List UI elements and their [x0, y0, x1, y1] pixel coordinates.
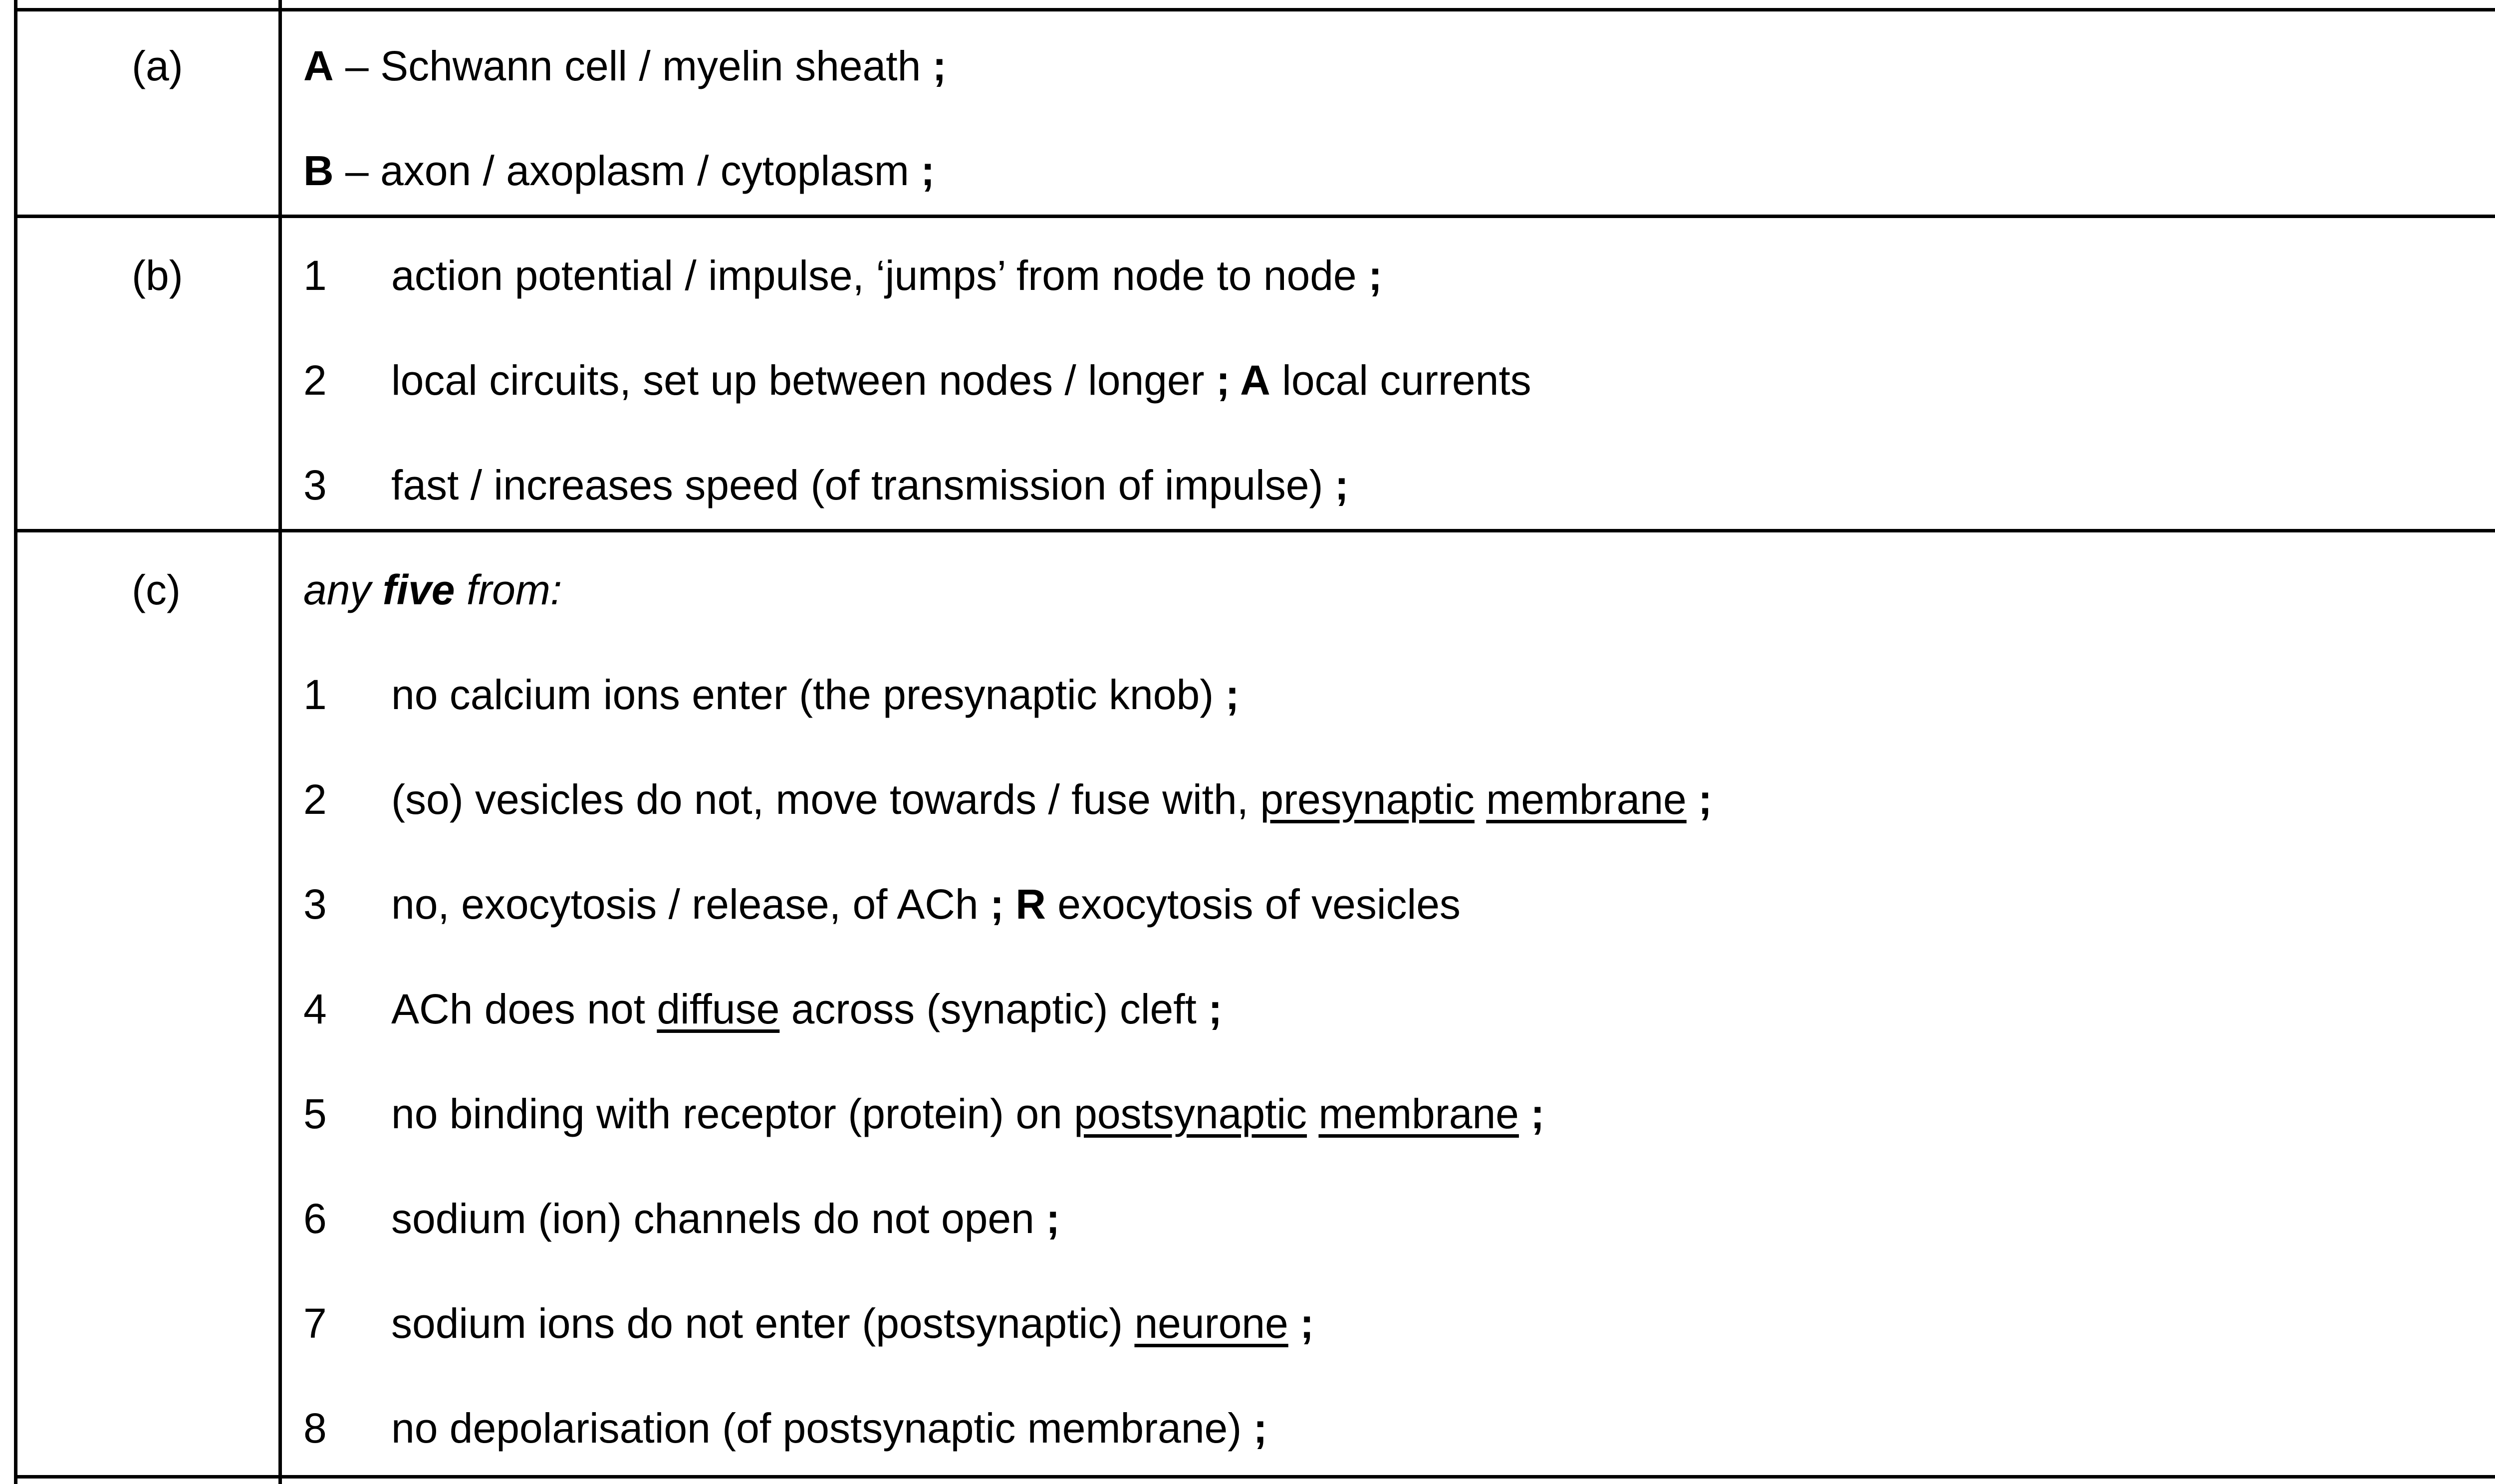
instruction-text: from: [455, 566, 562, 613]
space [1475, 776, 1486, 823]
answer-text-body [1687, 776, 1698, 823]
space [1307, 1090, 1318, 1137]
answer-text [391, 881, 1461, 928]
mark-point: ; [1368, 252, 1382, 299]
answer-text: – axon / axoplasm / cytoplasm [333, 147, 921, 194]
answer-text-body: action potential / impulse, ‘jumps’ from node to node [391, 252, 1368, 299]
part-label-b: (b) [132, 252, 183, 299]
table-bottom-border [14, 1475, 2495, 1479]
underlined-term: membrane [1486, 776, 1687, 823]
mark-point: ; [921, 147, 935, 194]
underlined-term: diffuse [657, 986, 780, 1032]
mark-point: ; [1530, 1090, 1545, 1137]
instruction-emphasis: five [382, 566, 455, 613]
answer-text [391, 357, 1531, 404]
answer-text [391, 988, 1222, 1030]
answer-text [391, 1195, 1060, 1242]
reject-marker: R [1015, 881, 1046, 928]
label-letter: B [303, 147, 334, 194]
mark-point: ; [1208, 986, 1223, 1032]
alternative-marker: A [1240, 357, 1270, 404]
answer-text [391, 1090, 1545, 1137]
mark-point: ; [1046, 1195, 1060, 1242]
underlined-term: neurone [1134, 1300, 1288, 1347]
answer-text-body [1519, 1090, 1530, 1137]
answer-text [391, 464, 1349, 506]
mark-point: ; [990, 881, 1004, 928]
answer-text [391, 671, 1240, 718]
item-number: 1 [303, 671, 327, 718]
answer-line-b [303, 147, 935, 194]
item-number: 3 [303, 462, 327, 508]
answer-text-body: sodium (ion) channels do not open [391, 1195, 1046, 1242]
answer-text-body: (so) vesicles do not, move towards / fuse with, [391, 776, 1260, 823]
item-number: 4 [303, 986, 327, 1032]
answer-text-body: no calcium ions enter (the presynaptic knob) [391, 671, 1226, 718]
answer-text-body: no binding with receptor (protein) on [391, 1090, 1074, 1137]
part-label-a: (a) [132, 42, 183, 89]
answer-text-body: ACh does not [391, 986, 657, 1032]
answer-text-body: sodium ions do not enter (postsynaptic) [391, 1300, 1135, 1347]
answer-text: – Schwann cell / myelin sheath [333, 42, 933, 89]
underlined-term: presynaptic [1260, 776, 1475, 823]
item-number: 8 [303, 1405, 327, 1452]
mark-point: ; [1698, 776, 1713, 823]
mark-point: ; [932, 42, 947, 89]
underlined-term: postsynaptic [1074, 1090, 1307, 1137]
reject-text: exocytosis of vesicles [1045, 881, 1461, 928]
item-number: 2 [303, 357, 327, 404]
item-number: 7 [303, 1300, 327, 1347]
table-row-divider [14, 8, 2495, 11]
answer-text [391, 1300, 1314, 1347]
answer-text-body [1288, 1300, 1300, 1347]
mark-point: ; [1216, 357, 1241, 404]
table-row-divider [14, 529, 2495, 532]
answer-text [391, 1405, 1267, 1452]
answer-text [391, 252, 1382, 299]
mark-point: ; [1300, 1300, 1314, 1347]
answer-text-body: fast / increases speed (of transmission of impulse) [391, 462, 1335, 508]
answer-text-body: local circuits, set up between nodes / longer [391, 357, 1216, 404]
instruction-line [303, 566, 562, 613]
table-column-divider [278, 0, 282, 1484]
answer-line-a [303, 42, 947, 89]
item-number: 5 [303, 1090, 327, 1137]
mark-point: ; [1253, 1405, 1267, 1452]
mark-point: ; [1334, 462, 1349, 508]
label-letter: A [303, 42, 334, 89]
item-number: 2 [303, 776, 327, 823]
answer-text-body: no, exocytosis / release, of ACh [391, 881, 990, 928]
answer-text [391, 776, 1713, 823]
item-number: 6 [303, 1195, 327, 1242]
alternative-text: local currents [1270, 357, 1531, 404]
underlined-term: membrane [1318, 1090, 1519, 1137]
instruction-text: any [303, 566, 383, 613]
item-number: 3 [303, 881, 327, 928]
mark-point: ; [1225, 671, 1240, 718]
item-number: 1 [303, 252, 327, 299]
table-row-divider [14, 215, 2495, 218]
table-left-border [14, 0, 17, 1484]
part-label-c: (c) [132, 566, 181, 613]
answer-text-body: across (synaptic) cleft [779, 986, 1209, 1032]
answer-text-body: no depolarisation (of postsynaptic membrane) [391, 1405, 1253, 1452]
